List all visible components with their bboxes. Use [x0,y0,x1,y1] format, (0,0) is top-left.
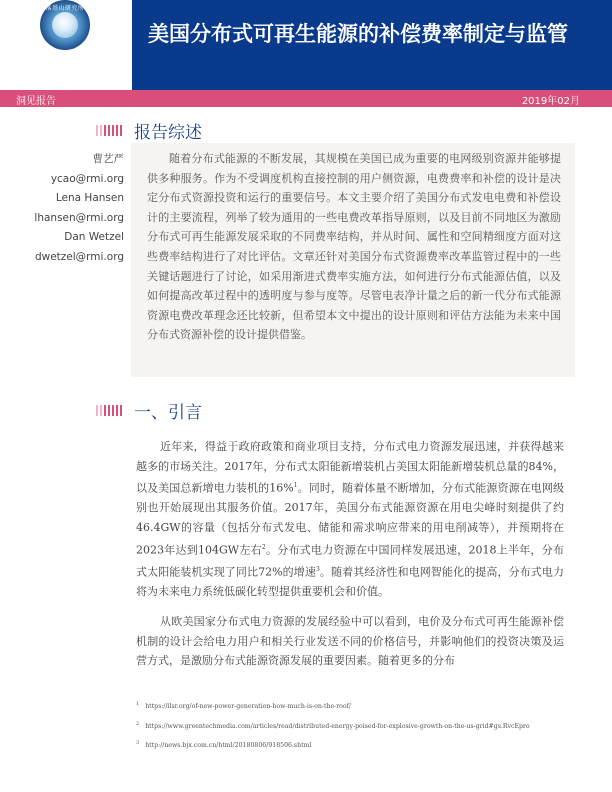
footnote [136,696,576,716]
footnote-number: 2 [136,720,140,727]
footnote-link[interactable]: https://ilsr.org/of-new-power-generation-how-much-is-on-the-roof/ [145,703,351,711]
author-name: Dan Wetzel [64,231,124,243]
intro-title: 一、引言 [134,403,202,423]
heading-bars-icon [96,125,122,136]
author-list [8,150,124,267]
author-email[interactable]: dwetzel@rmi.org [34,250,124,263]
abstract-title: 报告综述 [134,123,202,143]
footnotes [136,696,576,755]
report-type: 洞见报告 [16,96,56,107]
page-header [0,0,612,90]
abstract-text: 随着分布式能源的不断发展，其规模在美国已成为重要的电网级别资源并能够提供多种服务。作为不受调度机构直接控制的用户侧资源，电费费率和补偿的设计是决定分布式资源投资和运行的重要信号。本文主要介绍了美国分布式发电电费和补偿设计的主要流程，列举了较为通用的一些电费改革指导原则，以及目前不同地区为激励分布式可再生能源发展采取的不同费率结构，并从时间、属性和空间精细度方面对这些费率结构进行了对比评估。文章还针对美国分布式资源费率改革监管过程中的一些关键话题进行了讨论，如采用渐进式费率实施方法，如何进行分布式能源估值，以及如何提高改革过程中的透明度与参与度等。尽管电表净计量之后的新一代分布式能源资源电费改革理念还比较新，但希望本文中提出的设计原则和评估方法能为未来中国分布式资源补偿的设计提供借鉴。 [147,152,561,342]
intro-paragraph-1 [136,437,564,602]
logo-text: 落基山研究所 [45,5,85,12]
author-email[interactable]: lhansen@rmi.org [34,211,124,224]
para-text: 近年来，得益于政府政策和商业项目支持，分布式电力资源发展迅速，并获得越来越多的市场关注。2017年，分布式太阳能新增装机占美国太阳能新增装机总量的84%，以及美国总新增电力装机的16% [136,440,564,495]
para-text: 。同时，随着体量不断增加，分布式能源资源在电网级别也开始展现出其服务价值。2017年，美国分布式能源资源在用电尖峰时刻提供了约46.4GW的容量（包括分布式发电、储能和需求响应带来的用电削减等），并预期将在2023年达到104GW左右 [136,481,565,557]
report-date: 2019年02月 [521,96,580,107]
para-text: 。随着其经济性和电网智能化的提高，分布式电力将为未来电力系统低碳化转型提供重要机会和价值。 [136,565,565,599]
footnote [136,716,576,736]
footnote-link[interactable]: https://www.greentechmedia.com/articles/read/distributed-energy-poised-for-explosive-growth-on-the-us-grid#gs.RvcEpro [145,722,530,730]
abstract-heading [96,118,202,143]
para-text: 。分布式电力资源在中国同样发展迅速，2018上半年，分布式太阳能装机实现了同比72%的增速 [136,543,564,579]
info-band [0,90,612,107]
rmi-logo [40,0,90,50]
intro-paragraph-2: 从欧美国家分布式电力资源的发展经验中可以看到，电价及分布式可再生能源补偿机制的设计会给电力用户和相关行业发送不同的价格信号，并影响他们的投资决策及运营方式，是激励分布式能源资源发展的重要因素。随着更多的分布 [136,615,564,668]
footnote-link[interactable]: http://news.bjx.com.cn/html/20180806/918506.shtml [145,742,312,750]
footnote-ref[interactable]: 2 [261,543,266,551]
logo-area [0,0,132,90]
abstract-box [131,143,575,377]
heading-bars-icon [96,405,122,416]
author-email[interactable]: ycao@rmi.org [50,172,124,185]
footnote-ref[interactable]: 3 [315,565,320,573]
footnote-number: 1 [136,701,140,707]
author-name: 曹艺严 [92,153,124,165]
title-banner [132,0,612,90]
footnote [136,735,576,755]
footnote-ref[interactable]: 1 [293,482,298,490]
report-title: 美国分布式可再生能源的补偿费率制定与监管 [148,21,568,46]
globe-icon [52,12,78,38]
author-name: Lena Hansen [55,192,124,204]
footnote-number: 3 [136,740,140,747]
intro-heading [96,398,202,423]
